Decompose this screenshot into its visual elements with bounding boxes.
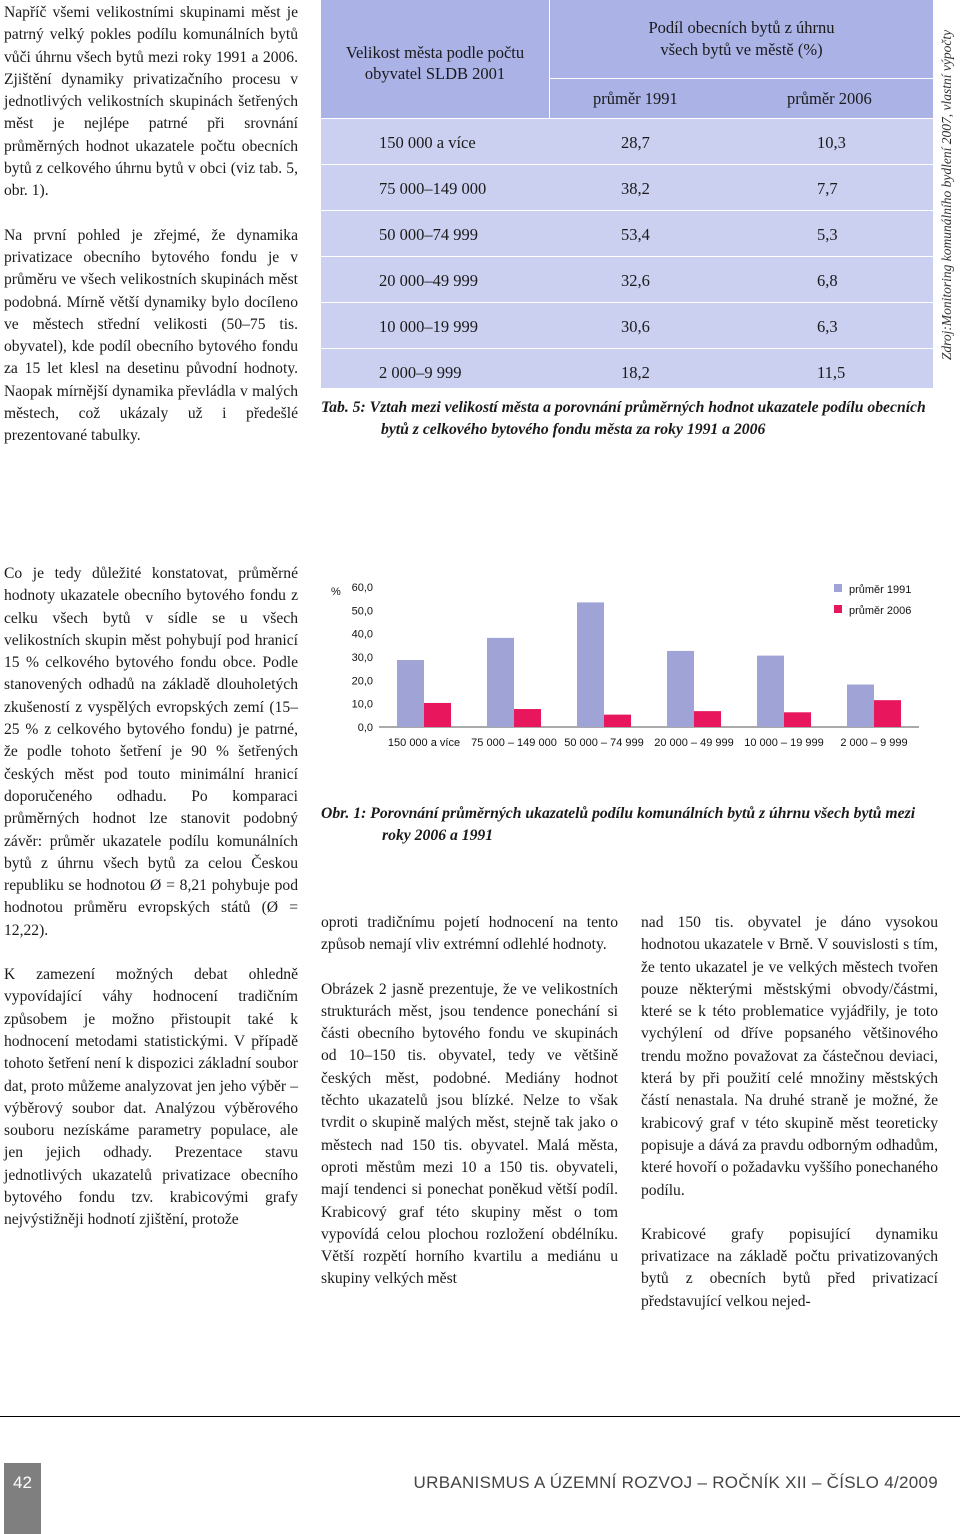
table-cell: 6,8 bbox=[817, 271, 838, 290]
table-cell: 53,4 bbox=[621, 225, 650, 244]
table-cell: 6,3 bbox=[817, 317, 838, 336]
bar-chart bbox=[321, 555, 933, 800]
table-cell: 75 000–149 000 bbox=[379, 179, 487, 198]
journal-footer: URBANISMUS A ÚZEMNÍ ROZVOJ – ROČNÍK XII – ČÍSLO 4/2009 bbox=[413, 1473, 938, 1492]
table-row bbox=[321, 348, 933, 389]
table-cell: 38,2 bbox=[621, 179, 650, 198]
y-tick-label: 40,0 bbox=[351, 628, 373, 641]
y-tick-label: 50,0 bbox=[351, 605, 373, 618]
body-paragraph: Krabicové grafy popisující dynamiku privatizace na základě počtu privatizovaných bytů z obecních bytů před privatizací představující velkou nejed- bbox=[641, 1225, 938, 1310]
table-cell: 7,7 bbox=[817, 179, 838, 198]
table-row bbox=[321, 118, 933, 164]
table-row bbox=[321, 164, 933, 210]
table-cell: 30,6 bbox=[621, 317, 650, 336]
table-header-city-size: Velikost města podle počtu obyvatel SLDB 2001 bbox=[345, 43, 525, 83]
y-tick-label: 60,0 bbox=[351, 582, 373, 594]
bar-1991 bbox=[397, 660, 424, 727]
table-row bbox=[321, 256, 933, 302]
left-column-bottom bbox=[4, 563, 298, 1232]
table-cell: 2 000–9 999 bbox=[379, 363, 462, 382]
source-note-text: Zdroj:Monitoring komunálního bydlení 2007, vlastní výpočty bbox=[939, 29, 954, 361]
x-tick-label: 10 000 – 19 999 bbox=[744, 737, 824, 749]
table-cell: 32,6 bbox=[621, 271, 650, 290]
left-column-top bbox=[4, 2, 298, 448]
table-caption: Tab. 5: Vztah mezi velikostí města a porovnání průměrných hodnot ukazatele podílu obecních bytů z celkového bytového fondu města za roky 1991 a 2006 bbox=[321, 399, 926, 438]
x-tick-label: 150 000 a více bbox=[387, 737, 461, 749]
legend-label: průměr 1991 bbox=[849, 584, 912, 596]
table-cell: 20 000–49 999 bbox=[379, 271, 478, 290]
bar-1991 bbox=[487, 638, 514, 727]
bar-1991 bbox=[757, 656, 784, 727]
table-cell: 28,7 bbox=[621, 133, 650, 152]
body-paragraph: nad 150 tis. obyvatel je dáno vysokou hodnotou ukazatele v Brně. V souvislosti s tím, že tento ukazatel je ve velkých městech tvořen pouze některými městskými obvody/částmi, které se k této problematice vyjádřily, je toto vychýlení od dříve popsaného většinového trendu možno považovat za částečnou deviaci, která by při použití celé množiny městských částí nenastala. Na druhé straně je možné, že krabicový graf v této skupině měst teoreticky popisuje a dává za pravdu odborným odhadům, které hovoří o požadavku vyššího ponechaného podílu. bbox=[641, 914, 938, 1199]
y-tick-label: 30,0 bbox=[351, 652, 373, 664]
bar-1991 bbox=[667, 651, 694, 727]
bar-2006 bbox=[874, 700, 901, 727]
table-header-2006: průměr 2006 bbox=[787, 89, 872, 108]
x-tick-label: 2 000 – 9 999 bbox=[840, 737, 908, 749]
page-number: 42 bbox=[13, 1473, 32, 1492]
table-cell: 150 000 a více bbox=[379, 133, 476, 152]
bar-1991 bbox=[847, 685, 874, 727]
table-cell: 5,3 bbox=[817, 225, 838, 244]
bar-2006 bbox=[604, 715, 631, 727]
table-cell: 11,5 bbox=[817, 363, 846, 382]
table-header bbox=[321, 0, 933, 118]
footer-divider bbox=[0, 1416, 960, 1417]
bar-2006 bbox=[694, 711, 721, 727]
data-table bbox=[321, 0, 933, 388]
figure-caption: Obr. 1: Porovnání průměrných ukazatelů podílu komunálních bytů z úhrnu všech bytů mezi roky 2006 a 1991 bbox=[321, 805, 916, 844]
legend-swatch bbox=[834, 605, 842, 613]
bar-2006 bbox=[424, 703, 451, 727]
y-axis-label: % bbox=[331, 586, 341, 598]
legend-swatch bbox=[834, 584, 842, 592]
x-tick-label: 20 000 – 49 999 bbox=[654, 737, 734, 749]
x-tick-label: 75 000 – 149 000 bbox=[471, 737, 557, 749]
body-paragraph: K zamezení možných debat ohledně vypovídající váhy hodnocení tradičním způsobem je možno přistoupit také k hodnocení metodami statistickými. V případě tohoto šetření není k dispozici základní soubor dat, proto můžeme analyzovat jen jeho výběr – výběrový soubor dat. Analýzou výběrového souboru nezískáme parametry populace, ale jen jejich odhady. Prezentace stavu jednotlivých ukazatelů privatizace obecního bytového fondu tzv. krabicovými grafy nejvýstižněji hodnotí zjištění, protože bbox=[4, 966, 298, 1229]
table-cell: 50 000–74 999 bbox=[379, 225, 478, 244]
table-cell: 10,3 bbox=[817, 133, 846, 152]
body-paragraph: oproti tradičnímu pojetí hodnocení na tento způsob nemají vliv extrémní odlehlé hodnoty. bbox=[321, 914, 618, 954]
body-paragraph: Napříč všemi velikostními skupinami měst je patrný velký pokles podílu komunálních bytů vůči úhrnu všech bytů mezi roky 1991 a 2006. Zjištění dynamiky privatizačního procesu v jednotlivých velikostních skupinách šetřených měst je nejlépe patrné při srovnání průměrných hodnot ukazatele počtu obecních bytů z celkového úhrnu bytů v obci (viz tab. 5, obr. 1). bbox=[4, 4, 298, 200]
middle-column bbox=[321, 912, 618, 1291]
y-tick-label: 20,0 bbox=[351, 675, 373, 688]
body-paragraph: Co je tedy důležité konstatovat, průměrné hodnoty ukazatele obecního bytového fondu z celku všech bytů v sídle se u všech velikostních skupin měst pohybují pod hranicí 15 % celkového bytového fondu obce. Podle stanovených odhadů na základě dlouholetých zkušeností z vyspělých evropských zemí (15–25 % z celkového bytového fondu) je patrné, že podle tohoto šetření je 90 % šetřených českých měst pod touto minimální hranicí doporučeného odhadu. Po komparaci průměrných hodnot lze stanovit podobný závěr: průměr ukazatele podílu komunálních bytů z úhrnu všech bytů za celou Českou republiku se hodnotou Ø = 8,21 pohybuje pod hodnotou průměru evropských států (Ø = 12,22). bbox=[4, 565, 298, 939]
bar-1991 bbox=[577, 602, 604, 727]
table-row bbox=[321, 302, 933, 348]
y-tick-label: 10,0 bbox=[351, 698, 373, 711]
table-header-1991: průměr 1991 bbox=[593, 89, 678, 108]
bar-2006 bbox=[514, 709, 541, 727]
y-tick-label: 0,0 bbox=[357, 722, 373, 734]
legend-label: průměr 2006 bbox=[849, 605, 912, 617]
right-column bbox=[641, 912, 938, 1313]
body-paragraph: Na první pohled je zřejmé, že dynamika privatizace obecního bytového fondu je v průměru ve všech velikostních skupinách měst podobná. Mírně větší dynamiky bylo docíleno ve městech střední velikosti (50–75 tis. obyvatel), kde podíl obecního bytového fondu za 15 let klesl na desetinu původní hodnoty. Naopak mírnější dynamika převládla v malých městech, což ukázaly už i předešlé prezentované tabulky. bbox=[4, 226, 298, 445]
x-tick-label: 50 000 – 74 999 bbox=[564, 737, 644, 749]
page-number-box bbox=[4, 1463, 41, 1534]
body-paragraph: Obrázek 2 jasně prezentuje, že ve velikostních strukturách měst, jsou tendence ponechání si části obecního bytového fondu ve skupinách od 10–150 tis. obyvatel, tedy ve většině českých měst, podobné. Mediány hodnot těchto ukazatelů jsou blízké. Nelze to však tvrdit o skupině malých měst, stejně tak jako o městech nad 150 tis. obyvatel. Malá města, oproti městům mezi 10 a 150 tis. obyvateli, mají tendenci si ponechat poněkud větší podíl. Krabicový graf této skupiny měst o tom vypovídá celou plochou rozložení obdélníku. Větší rozpětí horního kvartilu a mediánu u skupiny velkých měst bbox=[321, 980, 618, 1288]
table-cell: 18,2 bbox=[621, 363, 650, 382]
table-cell: 10 000–19 999 bbox=[379, 317, 478, 336]
source-note bbox=[936, 2, 958, 388]
table-header-share: Podíl obecních bytů z úhrnu všech bytů ve městě (%) bbox=[648, 18, 835, 59]
table-row bbox=[321, 210, 933, 256]
bar-2006 bbox=[784, 712, 811, 727]
